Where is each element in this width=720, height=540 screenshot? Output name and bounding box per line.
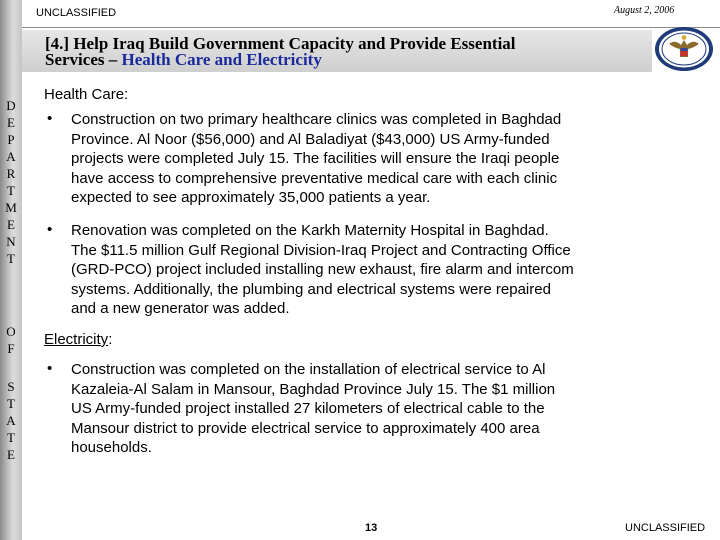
title-highlight: Health Care and Electricity <box>121 50 322 69</box>
header-divider <box>22 27 720 28</box>
classification-footer: UNCLASSIFIED <box>625 522 706 534</box>
department-of-state-vertical-label-of: O F <box>6 324 16 356</box>
classification-header: UNCLASSIFIED <box>36 7 117 19</box>
slide-title-line-2: Services – Health Care and Electricity <box>45 50 322 69</box>
department-of-state-seal-icon <box>653 26 715 72</box>
electricity-bullet-1: Construction was completed on the installation of electrical service to Al Kazaleia-Al Salam in Mansour, Baghdad Province July 15. The $1 million US Army-funded project installed 27 kilometers of electrical cable to the Mansour district to provide electrical service to approximately 400 area households. <box>71 361 556 456</box>
bullet-icon: • <box>47 360 53 377</box>
slide-title-line-1: [4.] Help Iraq Build Government Capacity and Provide Essential <box>45 34 516 53</box>
bullet-icon: • <box>47 110 53 127</box>
department-of-state-vertical-label-state: S T A T E <box>6 379 16 462</box>
page-number: 13 <box>365 522 378 534</box>
department-of-state-vertical-label: D E P A R T M E N T <box>5 98 17 266</box>
bullet-icon: • <box>47 221 53 238</box>
health-care-bullet-2: Renovation was completed on the Karkh Maternity Hospital in Baghdad. The $11.5 million Gulf Regional Division-Iraq Project and Contracting Office (GRD-PCO) project included installing new exhaust, fire alarm and intercom systems. Additionally, the plumbing and electrical systems were repaired and a new generator was added. <box>71 222 574 317</box>
health-care-heading: Health Care: <box>44 86 129 103</box>
health-care-bullet-1: Construction on two primary healthcare clinics was completed in Baghdad Province. Al Noor ($56,000) and Al Baladiyat ($43,000) US Army-funded projects were completed July 15. The facilities will ensure the Iraqi people have access to comprehensive preventative medical care with each clinic expected to see approximately 35,000 patients a year. <box>71 111 562 206</box>
document-date: August 2, 2006 <box>614 5 675 16</box>
electricity-heading: Electricity: <box>44 331 113 348</box>
